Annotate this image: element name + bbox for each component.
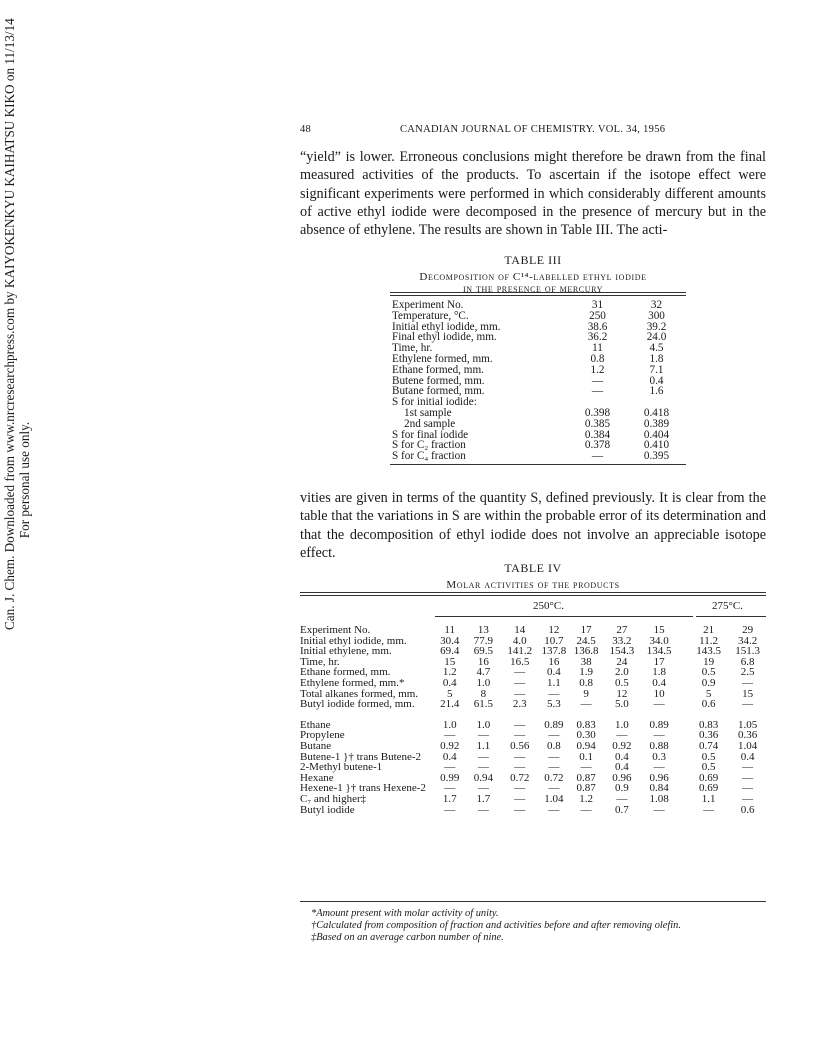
table4-cell: 4.7 — [476, 666, 491, 679]
table4-row-label: Ethane — [300, 718, 331, 731]
table4-row — [300, 741, 766, 752]
table4-cell: 1.2 — [442, 666, 457, 679]
table4-cell: 34.2 — [737, 634, 758, 647]
table4-cell: 2.3 — [512, 698, 527, 711]
table4-cell: 11.2 — [699, 634, 719, 647]
table4-top-rule — [300, 592, 766, 593]
table4-cell: 0.87 — [576, 771, 596, 784]
table4-cell: 0.89 — [649, 718, 669, 731]
table4-row-label: Ethane formed, mm. — [300, 666, 391, 679]
table3-top-rule-2 — [390, 295, 686, 296]
table3-cell: 24.0 — [646, 331, 667, 344]
table4-row-label: Experiment No. — [300, 624, 371, 636]
table3-cell: 1.2 — [590, 363, 605, 376]
table4-cell: 14 — [514, 624, 526, 636]
table4-cell: — — [444, 803, 456, 816]
table4-cell: — — [616, 792, 628, 805]
table4-cell: 16 — [548, 655, 560, 668]
table4-cell: 1.0 — [614, 718, 629, 731]
table4-cell: 0.94 — [473, 771, 494, 784]
table3-row-label: Butane formed, mm. — [392, 385, 485, 398]
table4-cell: 0.84 — [649, 782, 669, 795]
table3-cell: 38.6 — [587, 320, 608, 333]
table4-title: Molar activities of the products — [446, 579, 620, 591]
table4-row — [300, 720, 766, 731]
table3-row-label: S for C₂ fraction — [392, 439, 466, 452]
table4-cell: 19 — [703, 655, 715, 668]
table4-cell: — — [616, 729, 628, 742]
table4-cell: 21.4 — [440, 698, 460, 711]
table4-group-275: 275°C. — [712, 600, 743, 612]
footnote-3: ‡Based on an average carbon number of nine. — [311, 931, 504, 943]
table4-cell: 8 — [480, 687, 487, 700]
table4-cell: 0.72 — [510, 771, 530, 784]
table4-cell: 1.2 — [579, 792, 593, 805]
table4-cell: 16.5 — [510, 655, 530, 668]
table4-cell: 0.4 — [614, 750, 629, 763]
table4-cell: — — [514, 729, 526, 742]
table4-cell: 0.36 — [737, 729, 758, 742]
table4-cell: 27 — [616, 624, 628, 636]
table4-cell: 10 — [653, 687, 665, 700]
table4-cell: 69.5 — [473, 645, 494, 658]
table4-cell: 0.4 — [442, 750, 457, 763]
table4-group-rule-1 — [435, 616, 693, 617]
table4-row-label: Initial ethylene, mm. — [300, 645, 392, 658]
table4-cell: 0.74 — [698, 739, 719, 752]
table4-cell: — — [742, 698, 754, 711]
table3-cell: 11 — [592, 342, 603, 355]
table4-cell: 137.8 — [541, 645, 567, 658]
table4-cell: 61.5 — [473, 698, 494, 711]
table4-cell: 11 — [444, 624, 455, 636]
table3-cell: 0.385 — [584, 417, 611, 430]
table4-cell: 1.7 — [442, 792, 457, 805]
table4-row — [300, 646, 766, 657]
table3-cell: 0.418 — [643, 406, 670, 419]
table4-cell: 21 — [703, 624, 715, 636]
table4-cell: 1.9 — [579, 666, 593, 679]
table4-cell: 1.7 — [476, 792, 491, 805]
watermark-line-2: For personal use only. — [17, 421, 32, 539]
table3-cell: 7.1 — [649, 363, 664, 376]
table4-cell: — — [514, 792, 526, 805]
table4-cell: 134.5 — [646, 645, 672, 658]
table3-cell: — — [591, 374, 604, 387]
table4-cell: — — [653, 761, 665, 774]
body-paragraph-1: “yield” is lower. Erroneous conclusions might therefore be drawn from the final measured activities of the products. To ascertain if the isotope effect were significant experiments were performed in which considerably different amounts of active ethyl iodide were decomposed in the presence of mercury but in the absence of ethylene. The results are shown in Table III. The acti- — [300, 149, 766, 239]
table4-cell: — — [514, 761, 526, 774]
table4-cell: 0.9 — [614, 782, 629, 795]
table4-cell: 15 — [742, 687, 754, 700]
table4-cell: 77.9 — [473, 634, 494, 647]
table3-cell: 0.8 — [590, 352, 605, 365]
table4-cell: 69.4 — [440, 645, 460, 658]
table3-top-rule — [390, 292, 686, 293]
footnote-2: †Calculated from composition of fraction and activities before and after removing olefin. — [311, 919, 681, 931]
table3-cell: 0.4 — [649, 374, 664, 387]
table3-row-label: 2nd sample — [404, 417, 456, 430]
table4-row — [300, 794, 766, 805]
footnote-1: *Amount present with molar activity of unity. — [311, 908, 499, 919]
table4-cell: 0.5 — [701, 761, 716, 774]
table4-cell: 2.5 — [740, 666, 755, 679]
table4-cell: 29 — [742, 624, 754, 636]
table3-row-label: Time, hr. — [392, 342, 433, 355]
table4-caption — [300, 561, 766, 591]
table4-cell: 1.08 — [649, 792, 669, 805]
table4-cell: 1.1 — [547, 676, 561, 689]
table4-cell: — — [653, 803, 665, 816]
table4-cell: 0.83 — [698, 718, 719, 731]
table3-cell: 250 — [589, 309, 606, 322]
table4-cell: 9 — [583, 687, 589, 700]
table3-cell: 0.389 — [643, 417, 670, 430]
table4-row-label: Propylene — [300, 729, 345, 742]
table4-cell: 0.5 — [614, 676, 629, 689]
table3-row — [392, 365, 686, 376]
table4-cell: 0.92 — [612, 739, 632, 752]
table4-cell: — — [514, 782, 526, 795]
table4-cell: 0.69 — [698, 782, 719, 795]
table4-cell: 0.5 — [701, 750, 716, 763]
table4-cell: — — [444, 729, 456, 742]
table4-row — [300, 678, 766, 689]
table4-cell: 0.36 — [698, 729, 719, 742]
table4-cell: 5 — [446, 687, 453, 700]
table4-cell: 1.1 — [701, 792, 716, 805]
table4-cell: — — [653, 698, 665, 711]
table3-row — [392, 451, 686, 462]
table3-row — [392, 332, 686, 343]
table4-cell: 143.5 — [696, 645, 721, 658]
table4-cell: 12 — [548, 624, 560, 636]
table4-cell: 4.0 — [512, 634, 527, 647]
table4-footnotes — [311, 908, 681, 943]
table4-row — [300, 710, 766, 720]
table4-cell: 0.4 — [547, 666, 561, 679]
table4-cell: 0.8 — [547, 739, 561, 752]
table4-row-label: Hexane — [300, 771, 334, 784]
table4-cell: — — [514, 687, 526, 700]
table4-cell: 1.04 — [737, 739, 758, 752]
table4-cell: 17 — [653, 655, 665, 668]
table4-top-rule-2 — [300, 595, 766, 596]
table4-row — [300, 625, 766, 636]
table4-bottom-rule — [300, 901, 766, 902]
table3-title-2: in the presence of mercury — [463, 283, 603, 295]
table3-cell: 300 — [648, 309, 665, 322]
table4-cell: 34.0 — [649, 634, 669, 647]
journal-title: CANADIAN JOURNAL OF CHEMISTRY. VOL. 34, 1956 — [400, 124, 666, 135]
table4-cell: — — [548, 729, 560, 742]
table3-cell: 0.395 — [643, 450, 670, 463]
table4-cell: 141.2 — [507, 645, 533, 658]
table4-cell: 1.04 — [544, 792, 564, 805]
table4-cell: 0.99 — [440, 771, 460, 784]
table3-row-label: Initial ethyl iodide, mm. — [392, 320, 501, 333]
table3-cell: 0.404 — [643, 428, 670, 441]
body-paragraph-2: vities are given in terms of the quantity S, defined previously. It is clear from the table that the variations in S are within the probable error of its determination and that the decomposition of ethyl iodide does not involve an appreciable isotope effect. — [300, 490, 766, 561]
table4-group-250: 250°C. — [533, 600, 564, 612]
table4-row-label: 2-Methyl butene-1 — [300, 761, 383, 774]
table4-cell: 24 — [616, 655, 628, 668]
table4 — [300, 625, 766, 815]
table4-cell: 33.2 — [612, 634, 632, 647]
table4-row-label: Butyl iodide formed, mm. — [300, 698, 415, 711]
watermark-line-1: Can. J. Chem. Downloaded from www.nrcresearchpress.com by KAIYOKENKYU KAIHATSU KIKO on 11/13/14 — [2, 18, 17, 630]
table3-row-label: Temperature, °C. — [392, 309, 469, 322]
table4-cell: 5.0 — [614, 698, 629, 711]
table4-cell: 0.96 — [649, 771, 669, 784]
table4-cell: — — [580, 803, 592, 816]
table4-cell: 0.30 — [576, 729, 596, 742]
table4-cell: — — [514, 750, 526, 763]
table3-caption — [300, 253, 766, 295]
table3-cell: 32 — [650, 299, 663, 311]
table4-cell: — — [477, 729, 489, 742]
table4-row-label: Butane — [300, 739, 332, 752]
table3-row-label: S for C₄ fraction — [392, 450, 466, 463]
table4-cell: 0.5 — [701, 666, 716, 679]
table4-cell: 0.83 — [576, 718, 596, 731]
table4-cell: — — [477, 750, 489, 763]
table4-cell: 0.6 — [740, 803, 755, 816]
table3-cell: — — [591, 450, 604, 463]
table4-cell: — — [548, 782, 560, 795]
table4-cell: — — [580, 761, 592, 774]
table3-cell: 1.6 — [649, 385, 664, 398]
table4-cell: — — [514, 718, 526, 731]
table4-cell: 0.89 — [544, 718, 564, 731]
table4-cell: 5 — [705, 687, 712, 700]
table3-row-label: Butene formed, mm. — [392, 374, 485, 387]
table3-cell: 1.8 — [649, 352, 664, 365]
table4-row — [300, 699, 766, 710]
table4-cell: 10.7 — [544, 634, 564, 647]
table3-row-label: 1st sample — [404, 406, 452, 419]
table4-label: TABLE IV — [504, 561, 562, 575]
table4-row-label: Butyl iodide — [300, 803, 355, 816]
table3-title-1: Decomposition of C¹⁴-labelled ethyl iodide — [419, 271, 647, 283]
table4-cell: — — [477, 782, 489, 795]
table4-row — [300, 805, 766, 816]
table3-cell: 4.5 — [649, 342, 664, 355]
table4-cell: 1.0 — [442, 718, 457, 731]
table3-row — [392, 311, 686, 322]
table4-cell: — — [742, 782, 754, 795]
table4-cell: 0.94 — [576, 739, 596, 752]
table4-row — [300, 783, 766, 794]
table4-cell: 30.4 — [440, 634, 460, 647]
table3-cell: 0.410 — [643, 439, 670, 452]
table4-cell: — — [548, 761, 560, 774]
table4-cell: — — [477, 803, 489, 816]
table4-cell: — — [580, 698, 592, 711]
table3-cell: 31 — [591, 299, 604, 311]
table4-cell: 0.4 — [442, 676, 457, 689]
table4-cell: 0.3 — [652, 750, 667, 763]
table4-cell: 24.5 — [576, 634, 596, 647]
table4-cell: — — [703, 803, 715, 816]
table3 — [392, 300, 686, 462]
table4-cell: — — [514, 803, 526, 816]
table4-cell: — — [742, 676, 754, 689]
table4-cell: 15 — [444, 655, 456, 668]
table4-cell: — — [444, 761, 456, 774]
table4-cell: 0.87 — [576, 782, 596, 795]
table4-cell: — — [742, 792, 754, 805]
table4-cell: — — [444, 782, 456, 795]
table4-cell: 0.72 — [544, 771, 564, 784]
table4-cell: 0.4 — [652, 676, 667, 689]
table4-cell: — — [477, 761, 489, 774]
table4-cell: 0.56 — [510, 739, 530, 752]
table4-cell: 154.3 — [609, 645, 635, 658]
table4-cell: — — [742, 771, 754, 784]
table4-cell: — — [548, 803, 560, 816]
table3-row-label: S for final iodide — [392, 428, 469, 441]
table4-row — [300, 762, 766, 773]
table4-cell: — — [653, 729, 665, 742]
table4-cell: 1.0 — [476, 718, 491, 731]
table4-cell: 0.9 — [701, 676, 716, 689]
table3-cell: — — [591, 385, 604, 398]
table4-cell: 0.92 — [440, 739, 460, 752]
table4-cell: 0.6 — [701, 698, 716, 711]
table3-bottom-rule — [390, 464, 686, 465]
table4-cell: 0.4 — [614, 761, 629, 774]
table3-row-label: Ethylene formed, mm. — [392, 352, 493, 365]
table4-cell: 5.3 — [547, 698, 561, 711]
table4-cell: 0.7 — [614, 803, 629, 816]
table4-row — [300, 730, 766, 741]
table4-cell: 0.96 — [612, 771, 632, 784]
table3-row-label: S for initial iodide: — [392, 396, 477, 409]
table4-cell: 151.3 — [735, 645, 760, 658]
table4-cell: — — [514, 676, 526, 689]
table4-cell: 1.0 — [476, 676, 491, 689]
table3-row-label: Ethane formed, mm. — [392, 363, 484, 376]
table3-cell: 0.398 — [584, 406, 611, 419]
table4-cell: 17 — [580, 624, 592, 636]
table4-row-label: Time, hr. — [300, 655, 340, 668]
table4-row-label: Hexene-1 }† trans Hexene-2 — [300, 782, 426, 795]
table4-cell: 0.4 — [740, 750, 755, 763]
table4-cell: 1.8 — [652, 666, 667, 679]
table4-cell: 16 — [477, 655, 489, 668]
table4-cell: 38 — [580, 655, 592, 668]
table4-cell: 0.69 — [698, 771, 719, 784]
table4-group-rule-2 — [696, 616, 766, 617]
table3-row — [392, 419, 686, 430]
table4-row-label: C₇ and higher‡ — [300, 792, 367, 805]
table3-label: TABLE III — [504, 253, 562, 267]
table4-row-label: Ethylene formed, mm.* — [300, 676, 405, 689]
table3-cell: 0.384 — [584, 428, 611, 441]
table4-cell: 2.0 — [614, 666, 629, 679]
table4-cell: 15 — [653, 624, 665, 636]
table4-row-label: Butene-1 }† trans Butene-2 — [300, 750, 422, 763]
table3-cell: 39.2 — [646, 320, 667, 333]
table4-cell: 0.8 — [579, 676, 593, 689]
table4-cell: 12 — [616, 687, 628, 700]
table3-cell: 0.378 — [584, 439, 611, 452]
table4-cell: — — [548, 750, 560, 763]
table3-row-label: Final ethyl iodide, mm. — [392, 331, 497, 344]
table4-cell: 0.88 — [649, 739, 669, 752]
download-watermark — [2, 18, 32, 630]
table4-cell: — — [514, 666, 526, 679]
table4-cell: 6.8 — [740, 655, 755, 668]
table4-cell: 1.05 — [737, 718, 758, 731]
table4-cell: — — [742, 761, 754, 774]
page-number: 48 — [300, 124, 312, 135]
table3-cell: 36.2 — [587, 331, 608, 344]
table4-row-label: Initial ethyl iodide, mm. — [300, 634, 407, 647]
table4-cell: 1.1 — [476, 739, 491, 752]
table4-cell: 0.1 — [579, 750, 593, 763]
table4-cell: — — [548, 687, 560, 700]
table3-row-label: Experiment No. — [392, 299, 464, 311]
table4-row-label: Total alkanes formed, mm. — [300, 687, 419, 700]
table4-cell: 13 — [477, 624, 489, 636]
table4-cell: 136.8 — [573, 645, 599, 658]
